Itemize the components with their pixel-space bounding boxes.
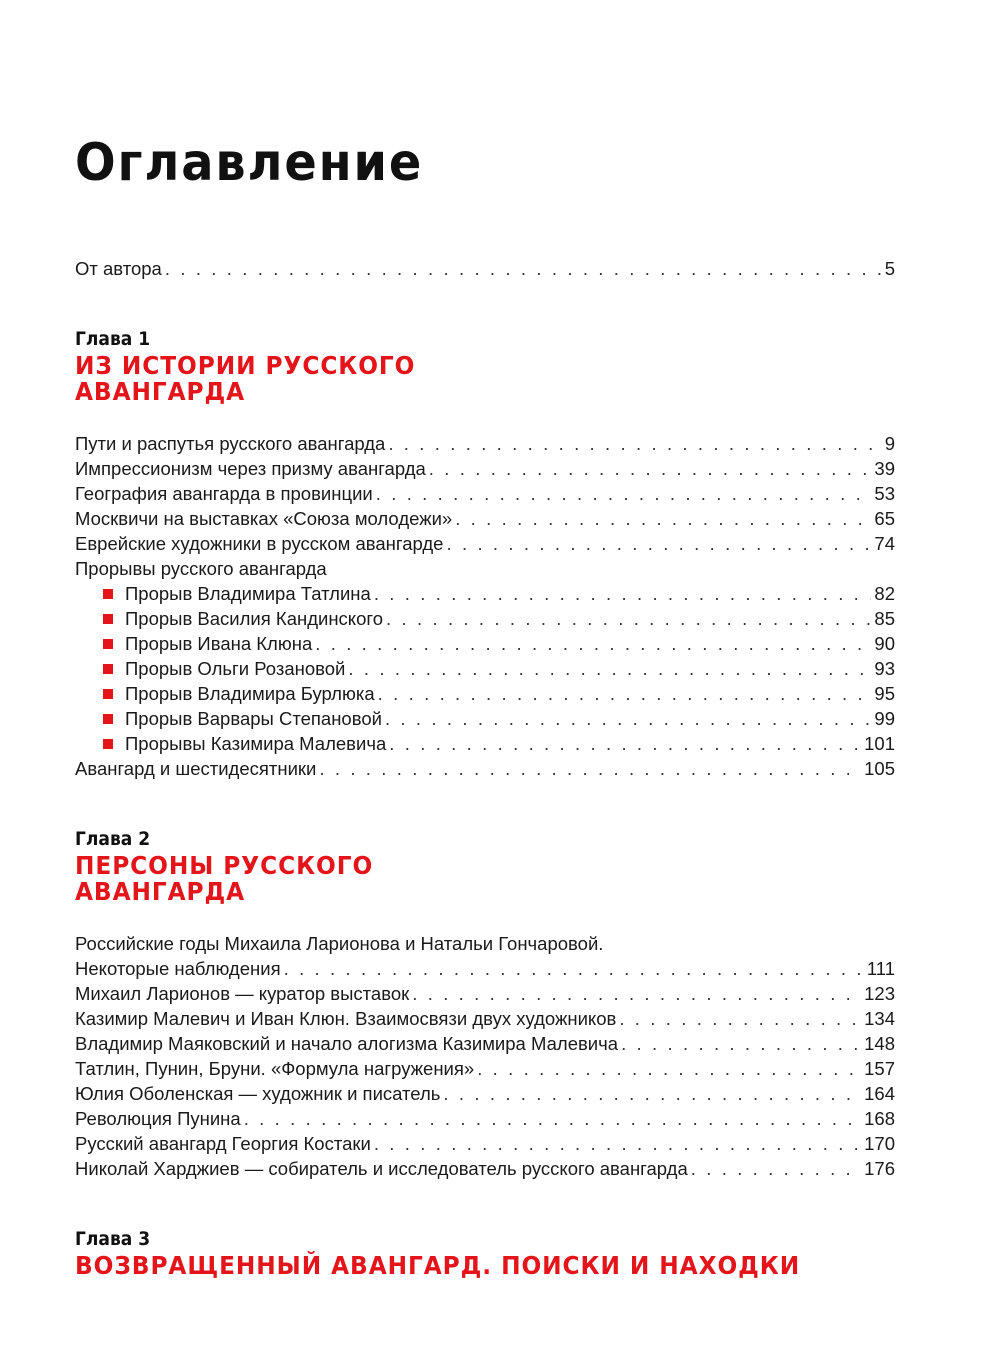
dot-leader <box>388 431 881 456</box>
toc-entry-label: Прорыв Варвары Степановой <box>125 708 382 729</box>
toc-entry-label: Авангард и шестидесятники <box>75 758 317 779</box>
toc-entry-label: Русский авангард Георгия Костаки <box>75 1133 371 1154</box>
toc-page-number: 82 <box>874 583 895 604</box>
dot-leader <box>386 606 871 631</box>
toc-page-number: 90 <box>874 633 895 654</box>
toc-entry-label: Николай Харджиев — собиратель и исследователь русского авангарда <box>75 1158 688 1179</box>
toc-entry-label: Революция Пунина <box>75 1108 241 1129</box>
toc-entry[interactable] <box>75 1056 895 1081</box>
toc-entry-label: Некоторые наблюдения <box>75 958 281 979</box>
toc-entry[interactable] <box>75 431 895 456</box>
toc-page-number: 148 <box>864 1033 895 1054</box>
toc-page-number: 99 <box>874 708 895 729</box>
toc-page-number: 111 <box>866 958 895 979</box>
toc-page-number: 164 <box>864 1083 895 1104</box>
dot-leader <box>389 731 861 756</box>
page-title: Оглавление <box>75 133 424 193</box>
toc-entry-label: Импрессионизм через призму авангарда <box>75 458 426 479</box>
toc-entry[interactable] <box>75 1031 895 1056</box>
red-square-bullet-icon <box>103 714 113 724</box>
toc-entry-label: Прорыв Владимира Татлина <box>125 583 371 604</box>
toc-entry[interactable] <box>75 1081 895 1106</box>
dot-leader <box>443 1081 861 1106</box>
toc-entry[interactable] <box>75 1006 895 1031</box>
toc-page-number: 85 <box>874 608 895 629</box>
chapter-1-number: Глава 1 <box>75 328 151 350</box>
toc-sub-entry[interactable] <box>125 581 895 606</box>
dot-leader <box>455 506 871 531</box>
dot-leader <box>477 1056 861 1081</box>
dot-leader <box>244 1106 861 1131</box>
toc-entry[interactable] <box>75 756 895 781</box>
dot-leader <box>284 956 864 981</box>
toc-page-number: 95 <box>874 683 895 704</box>
chapter-1-title-line-2: АВАНГАРДА <box>75 377 246 406</box>
toc-entry-label: Прорыв Владимира Бурлюка <box>125 683 375 704</box>
toc-page-number: 101 <box>864 733 895 754</box>
toc-entry[interactable] <box>75 506 895 531</box>
dot-leader <box>378 681 872 706</box>
toc-group-heading: Прорывы русского авангарда <box>75 558 327 579</box>
toc-entry[interactable] <box>75 481 895 506</box>
chapter-2-title-line-1: ПЕРСОНЫ РУССКОГО <box>75 851 374 880</box>
chapter-3-title: ВОЗВРАЩЕННЫЙ АВАНГАРД. ПОИСКИ И НАХОДКИ <box>75 1251 801 1280</box>
toc-page-number: 157 <box>864 1058 895 1079</box>
toc-entry-label: Еврейские художники в русском авангарде <box>75 533 444 554</box>
dot-leader <box>374 581 872 606</box>
toc-page-number: 53 <box>874 483 895 504</box>
toc-entry[interactable] <box>75 956 895 981</box>
toc-page-number: 176 <box>864 1158 895 1179</box>
dot-leader <box>412 981 861 1006</box>
toc-entry-label: Москвичи на выставках «Союза молодежи» <box>75 508 453 529</box>
toc-entry-label: Владимир Маяковский и начало алогизма Казимира Малевича <box>75 1033 619 1054</box>
dot-leader <box>376 481 872 506</box>
toc-entry-label: Прорывы Казимира Малевича <box>125 733 387 754</box>
toc-entry-label: От автора <box>75 258 162 279</box>
toc-sub-entry[interactable] <box>125 706 895 731</box>
toc-page-number: 39 <box>874 458 895 479</box>
toc-page-number: 65 <box>874 508 895 529</box>
red-square-bullet-icon <box>103 689 113 699</box>
toc-entry-label: Прорыв Василия Кандинского <box>125 608 384 629</box>
dot-leader <box>446 531 871 556</box>
toc-sub-entry[interactable] <box>125 631 895 656</box>
red-square-bullet-icon <box>103 589 113 599</box>
toc-page-number: 134 <box>864 1008 895 1029</box>
toc-sub-entry[interactable] <box>125 681 895 706</box>
toc-page-number: 74 <box>874 533 895 554</box>
toc-entry[interactable] <box>75 981 895 1006</box>
toc-page-number: 170 <box>864 1133 895 1154</box>
toc-entry-label: Прорыв Ольги Розановой <box>125 658 346 679</box>
red-square-bullet-icon <box>103 639 113 649</box>
toc-entry-label: Пути и распутья русского авангарда <box>75 433 386 454</box>
dot-leader <box>619 1006 861 1031</box>
toc-page-number: 93 <box>874 658 895 679</box>
toc-entry-label: География авангарда в провинции <box>75 483 373 504</box>
dot-leader <box>385 706 871 731</box>
dot-leader <box>315 631 871 656</box>
toc-page-number: 168 <box>864 1108 895 1129</box>
chapter-2-title-line-2: АВАНГАРДА <box>75 877 246 906</box>
toc-sub-entry[interactable] <box>125 606 895 631</box>
red-square-bullet-icon <box>103 614 113 624</box>
toc-entry[interactable] <box>75 1106 895 1131</box>
toc-sub-entry[interactable] <box>125 656 895 681</box>
dot-leader <box>621 1031 861 1056</box>
dot-leader <box>348 656 871 681</box>
toc-page-number: 5 <box>884 258 895 279</box>
toc-page-number: 123 <box>864 983 895 1004</box>
toc-entry[interactable] <box>75 531 895 556</box>
dot-leader <box>691 1156 861 1181</box>
dot-leader <box>165 256 882 281</box>
toc-entry-label: Казимир Малевич и Иван Клюн. Взаимосвязи двух художников <box>75 1008 617 1029</box>
dot-leader <box>429 456 872 481</box>
toc-entry-label: Татлин, Пунин, Бруни. «Формула нагружения» <box>75 1058 475 1079</box>
toc-entry-author-foreword[interactable] <box>75 256 895 281</box>
toc-entry[interactable] <box>75 1156 895 1181</box>
toc-entry[interactable] <box>75 1131 895 1156</box>
chapter-1-title-line-1: ИЗ ИСТОРИИ РУССКОГО <box>75 351 416 380</box>
toc-entry-label: Прорыв Ивана Клюна <box>125 633 313 654</box>
toc-page-number: 9 <box>884 433 895 454</box>
toc-entry-label: Юлия Оболенская — художник и писатель <box>75 1083 441 1104</box>
toc-page-number: 105 <box>864 758 895 779</box>
toc-entry-first-line: Российские годы Михаила Ларионова и Натальи Гончаровой. <box>75 933 604 954</box>
red-square-bullet-icon <box>103 739 113 749</box>
dot-leader <box>374 1131 861 1156</box>
toc-entry[interactable] <box>75 456 895 481</box>
toc-sub-entry[interactable] <box>125 731 895 756</box>
chapter-2-number: Глава 2 <box>75 828 151 850</box>
red-square-bullet-icon <box>103 664 113 674</box>
chapter-3-number: Глава 3 <box>75 1228 151 1250</box>
dot-leader <box>319 756 861 781</box>
toc-entry-label: Михаил Ларионов — куратор выставок <box>75 983 410 1004</box>
